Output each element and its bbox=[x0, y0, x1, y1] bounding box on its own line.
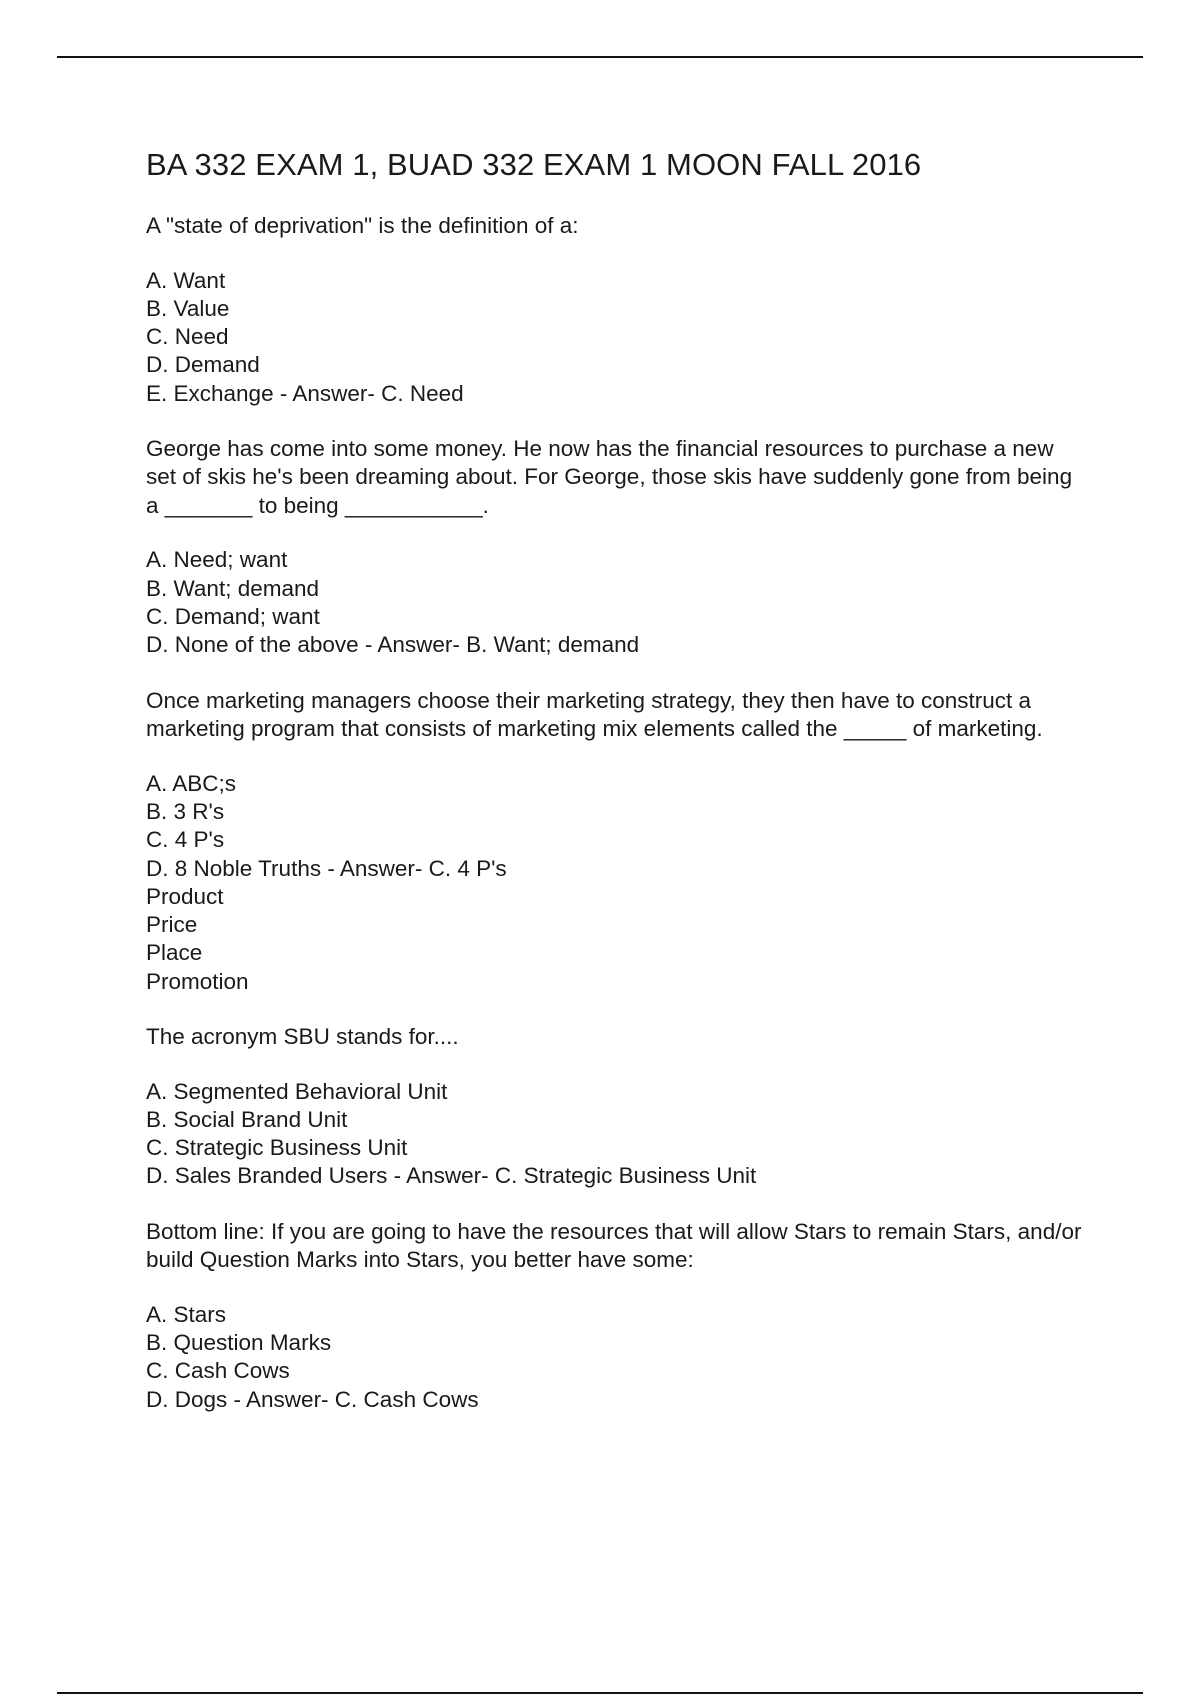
header-rule bbox=[57, 56, 1143, 58]
option-line-with-answer: D. Dogs - Answer- C. Cash Cows bbox=[146, 1386, 479, 1412]
option-line: C. Cash Cows bbox=[146, 1358, 290, 1384]
answer-options bbox=[146, 546, 1086, 659]
option-line: C. Need bbox=[146, 324, 229, 350]
option-line: B. 3 R's bbox=[146, 798, 225, 824]
option-line: C. Strategic Business Unit bbox=[146, 1135, 408, 1161]
document-title: BA 332 EXAM 1, BUAD 332 EXAM 1 MOON FALL 2016 bbox=[146, 147, 922, 182]
option-line: C. 4 P's bbox=[146, 827, 225, 853]
option-line: A. Stars bbox=[146, 1301, 227, 1327]
option-line: B. Social Brand Unit bbox=[146, 1106, 348, 1132]
question-prompt: A "state of deprivation" is the definition of a: bbox=[146, 213, 579, 238]
question-prompt: Once marketing managers choose their marketing strategy, they then have to construct a marketing program that consists of marketing mix elements called the _____ of marketing. bbox=[146, 687, 1043, 742]
option-line-with-answer: D. 8 Noble Truths - Answer- C. 4 P's bbox=[146, 855, 507, 881]
question-2 bbox=[146, 435, 1086, 660]
question-1 bbox=[146, 212, 1086, 408]
answer-detail-line: Promotion bbox=[146, 968, 249, 994]
option-line: C. Demand; want bbox=[146, 604, 320, 630]
question-prompt: The acronym SBU stands for.... bbox=[146, 1024, 459, 1050]
question-3 bbox=[146, 687, 1086, 996]
option-line: D. Demand bbox=[146, 352, 260, 378]
question-5 bbox=[146, 1218, 1086, 1414]
answer-options bbox=[146, 267, 1086, 408]
page-content bbox=[146, 143, 1086, 1441]
option-line: A. Want bbox=[146, 267, 226, 293]
question-prompt: George has come into some money. He now has the financial resources to purchase a new set of skis he's been dreaming about. For George, those skis have suddenly gone from being a _______ to being ___________. bbox=[146, 435, 1073, 518]
footer-rule bbox=[57, 1692, 1143, 1694]
answer-options bbox=[146, 1301, 1086, 1414]
option-line-with-answer: E. Exchange - Answer- C. Need bbox=[146, 380, 464, 406]
option-line: A. ABC;s bbox=[146, 770, 237, 796]
answer-detail-line: Price bbox=[146, 912, 198, 938]
option-line-with-answer: D. Sales Branded Users - Answer- C. Strategic Business Unit bbox=[146, 1163, 757, 1189]
answer-detail-line: Product bbox=[146, 883, 224, 909]
answer-options bbox=[146, 1078, 1086, 1191]
option-line: A. Need; want bbox=[146, 547, 288, 573]
option-line: B. Question Marks bbox=[146, 1330, 332, 1356]
option-line: B. Want; demand bbox=[146, 575, 320, 601]
answer-detail-line: Place bbox=[146, 940, 203, 966]
option-line-with-answer: D. None of the above - Answer- B. Want; demand bbox=[146, 632, 640, 658]
question-4 bbox=[146, 1023, 1086, 1191]
question-prompt: Bottom line: If you are going to have the resources that will allow Stars to remain Stars, and/or build Question Marks into Stars, you better have some: bbox=[146, 1218, 1082, 1273]
answer-options bbox=[146, 770, 1086, 996]
option-line: A. Segmented Behavioral Unit bbox=[146, 1078, 448, 1104]
option-line: B. Value bbox=[146, 295, 230, 321]
